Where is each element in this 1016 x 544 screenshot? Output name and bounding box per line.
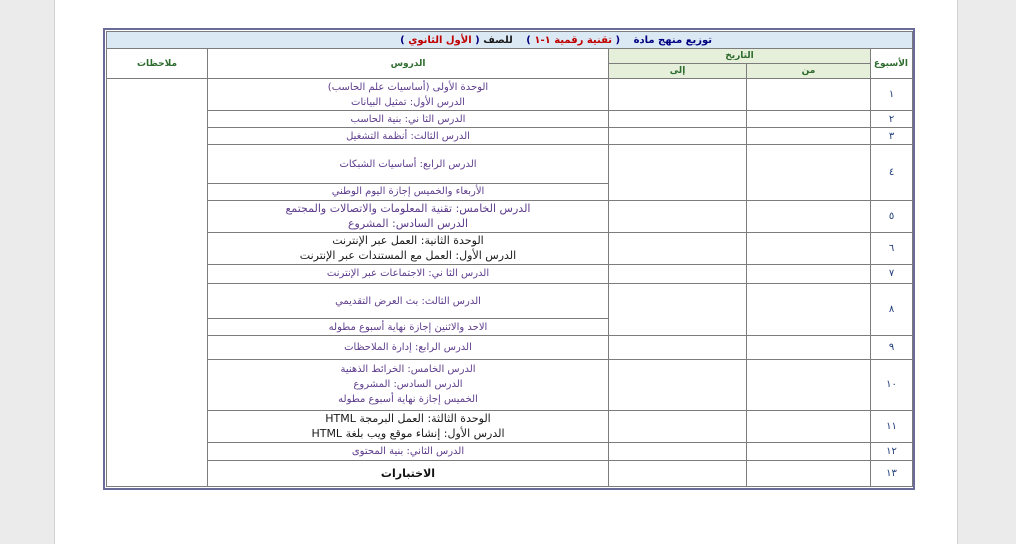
date-from-cell[interactable] (747, 111, 871, 128)
lesson-line: الدرس السادس: المشروع (347, 217, 469, 231)
lesson-cell (208, 442, 609, 460)
class-open-paren: ( (475, 34, 480, 46)
lesson-cell (208, 145, 609, 183)
date-to-cell[interactable] (609, 442, 747, 460)
lesson-line: الاختبارات (380, 466, 436, 480)
document-page (54, 0, 958, 544)
week-row (107, 232, 913, 264)
lesson-cell (208, 232, 609, 264)
title-close-paren: ) (526, 34, 531, 46)
lesson-cell (208, 284, 609, 319)
curriculum-table (106, 31, 913, 487)
notes-cell[interactable] (107, 79, 208, 487)
date-from-cell[interactable] (747, 336, 871, 360)
week-number: ١٠ (871, 360, 913, 410)
date-from-cell[interactable] (747, 264, 871, 283)
lesson-line: الاحد والاثنين إجازة نهاية أسبوع مطوله (328, 321, 488, 333)
lesson-cell (208, 460, 609, 486)
lesson-line: الدرس الثا ني: الاجتماعات عبر الإنترنت (326, 268, 490, 280)
week-number: ١ (871, 79, 913, 111)
lesson-line: الخميس إجازة نهاية أسبوع مطوله (338, 394, 478, 406)
date-to-cell[interactable] (609, 360, 747, 410)
week-row (107, 460, 913, 486)
lesson-cell (208, 336, 609, 360)
lesson-cell (208, 111, 609, 128)
week-row (107, 410, 913, 442)
date-from-cell[interactable] (747, 232, 871, 264)
week-row (107, 284, 913, 319)
date-from-cell[interactable] (747, 145, 871, 200)
class-close-paren: ) (400, 34, 405, 46)
week-number: ١٣ (871, 460, 913, 486)
date-to-cell[interactable] (609, 410, 747, 442)
date-to-cell[interactable] (609, 232, 747, 264)
week-row (107, 79, 913, 111)
lesson-line: الدرس السادس: المشروع (353, 379, 463, 391)
lesson-cell (208, 264, 609, 283)
date-to-cell[interactable] (609, 111, 747, 128)
table-title (107, 32, 913, 49)
date-from-cell[interactable] (747, 200, 871, 232)
week-row (107, 336, 913, 360)
date-from-cell[interactable] (747, 460, 871, 486)
week-row (107, 264, 913, 283)
week-number: ٤ (871, 145, 913, 200)
lesson-cell (208, 200, 609, 232)
header-notes: ملاحظات (107, 49, 208, 79)
lesson-line: الدرس الثا ني: بنية الحاسب (350, 113, 466, 125)
date-from-cell[interactable] (747, 410, 871, 442)
lesson-cell (208, 79, 609, 111)
date-to-cell[interactable] (609, 200, 747, 232)
lesson-line: الدرس الأول: العمل مع المستندات عبر الإنترنت (299, 249, 517, 263)
week-number: ٣ (871, 128, 913, 145)
lesson-line: الدرس الرابع: أساسيات الشبكات (339, 158, 477, 170)
lesson-cell (208, 410, 609, 442)
title-row (107, 32, 913, 49)
week-number: ٥ (871, 200, 913, 232)
week-number: ٢ (871, 111, 913, 128)
class-label: للصف (483, 34, 513, 46)
date-to-cell[interactable] (609, 128, 747, 145)
lesson-line: الدرس الثالث: بث العرض التقديمي (335, 295, 481, 307)
date-to-cell[interactable] (609, 284, 747, 336)
week-number: ١٢ (871, 442, 913, 460)
lesson-line: الدرس الرابع: إدارة الملاحظات (344, 342, 472, 354)
date-to-cell[interactable] (609, 145, 747, 200)
lesson-line: الوحدة الأولى (أساسيات علم الحاسب) (327, 81, 489, 93)
lesson-cell (208, 319, 609, 336)
date-from-cell[interactable] (747, 128, 871, 145)
lesson-line: الدرس الثالث: أنظمة التشغيل (346, 130, 470, 142)
lesson-line: الوحدة الثانية: العمل عبر الإنترنت (332, 234, 484, 248)
subject-name: تقنية رقمية ١-١ (534, 34, 613, 46)
week-number: ٧ (871, 264, 913, 283)
lesson-line: الدرس الأول: إنشاء موقع ويب بلغة HTML (311, 427, 505, 441)
header-date: التاريخ (609, 49, 871, 64)
header-from: من (747, 64, 871, 79)
week-number: ١١ (871, 410, 913, 442)
week-row (107, 360, 913, 410)
week-number: ٨ (871, 284, 913, 336)
week-number: ٩ (871, 336, 913, 360)
date-to-cell[interactable] (609, 460, 747, 486)
header-row-1 (107, 49, 913, 64)
date-to-cell[interactable] (609, 264, 747, 283)
lesson-line: الدرس الخامس: الخرائط الذهنية (340, 364, 476, 376)
title-open-paren: ( (615, 34, 621, 46)
header-lessons: الدروس (208, 49, 609, 79)
week-row (107, 128, 913, 145)
lesson-cell (208, 128, 609, 145)
date-from-cell[interactable] (747, 360, 871, 410)
lesson-cell (208, 360, 609, 410)
date-to-cell[interactable] (609, 336, 747, 360)
lesson-line: الأربعاء والخميس إجازة اليوم الوطني (331, 186, 485, 198)
week-row (107, 200, 913, 232)
week-number: ٦ (871, 232, 913, 264)
title-label: توزيع منهج مادة (633, 34, 712, 46)
lesson-line: الدرس الخامس: تقنية المعلومات والاتصالات والمجتمع (285, 202, 531, 216)
week-row (107, 111, 913, 128)
date-from-cell[interactable] (747, 284, 871, 336)
header-to: إلى (609, 64, 747, 79)
class-name: الأول الثانوي (408, 34, 472, 46)
lesson-line: الدرس الثاني: بنية المحتوى (351, 445, 465, 457)
date-from-cell[interactable] (747, 442, 871, 460)
lesson-line: الوحدة الثالثة: العمل البرمجة HTML (325, 412, 491, 426)
week-row (107, 145, 913, 183)
date-from-cell[interactable] (747, 79, 871, 111)
lesson-cell (208, 183, 609, 200)
week-row (107, 442, 913, 460)
header-week: الأسبوع (871, 49, 913, 79)
date-to-cell[interactable] (609, 79, 747, 111)
lesson-line: الدرس الأول: تمثيل البيانات (351, 96, 465, 108)
table-frame (103, 28, 915, 490)
